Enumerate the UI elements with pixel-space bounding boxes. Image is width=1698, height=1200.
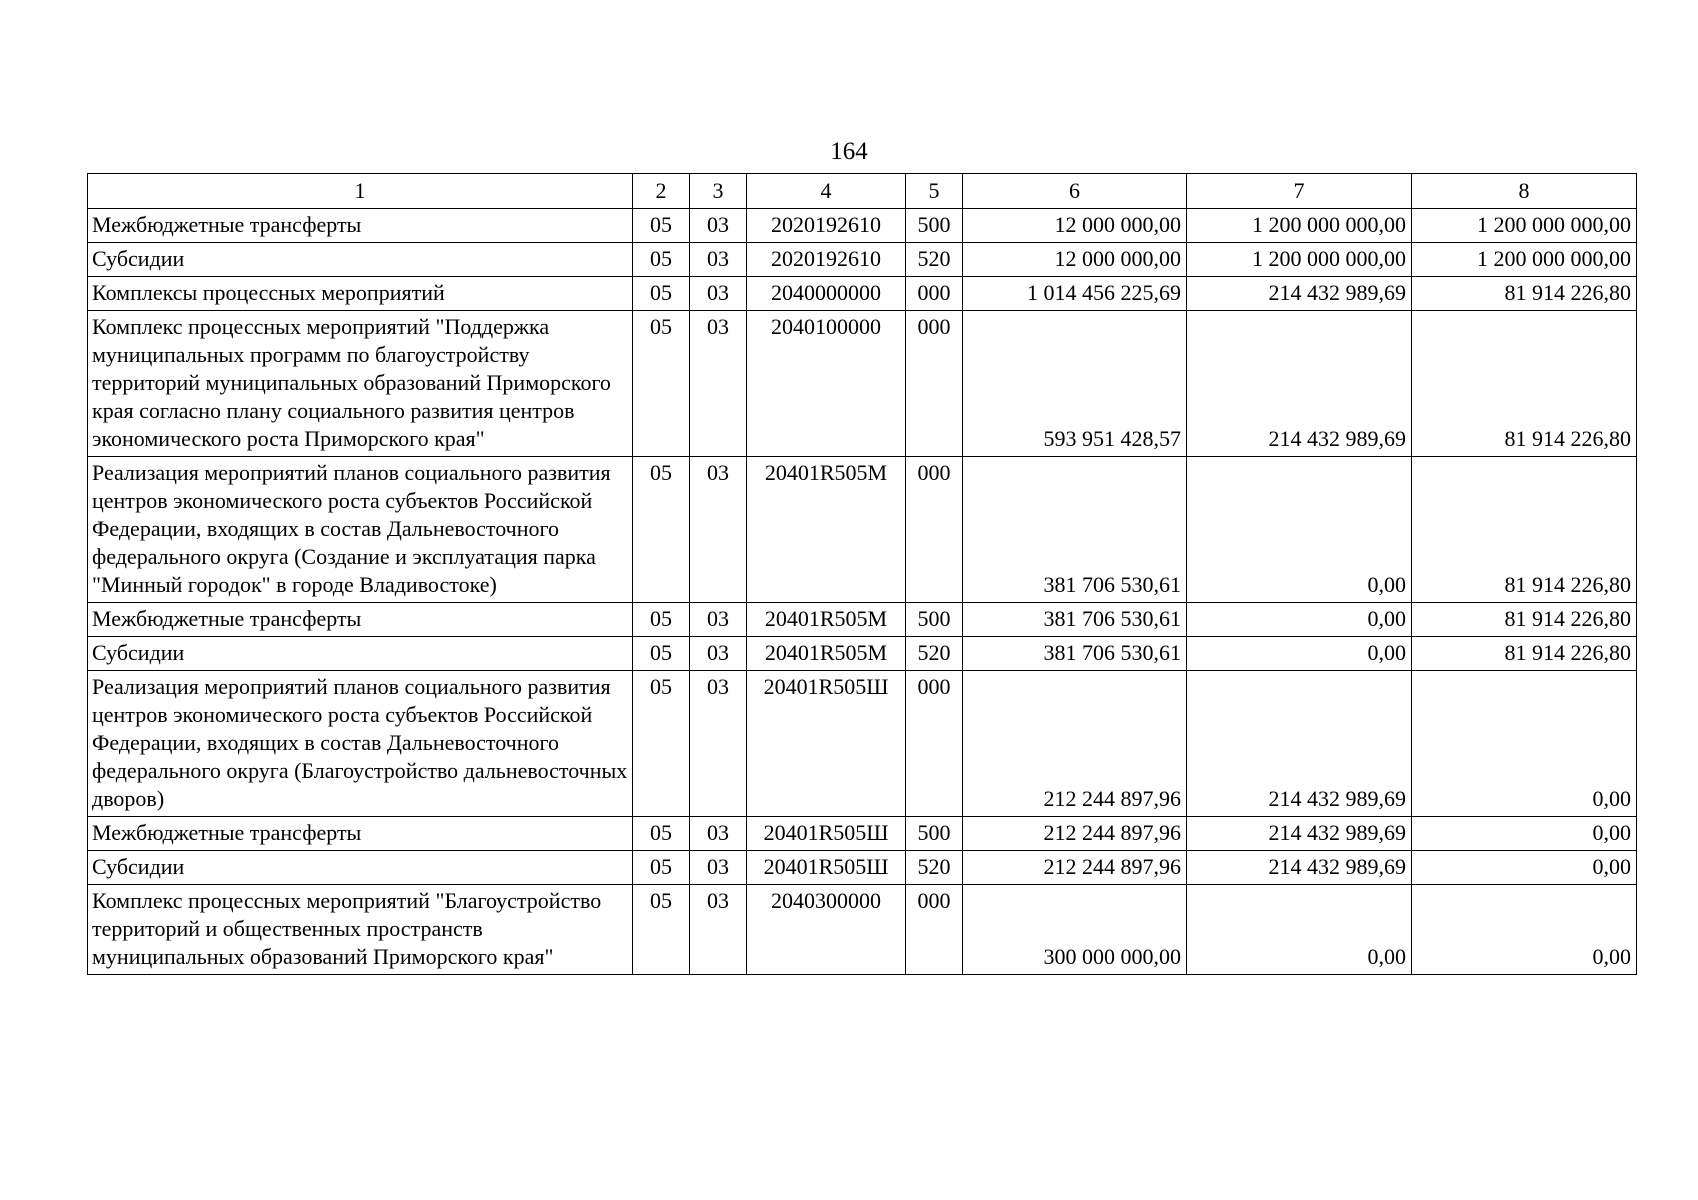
expense-type-cell: 000	[906, 311, 963, 457]
section-code-cell: 05	[633, 311, 690, 457]
amount-col7-cell: 214 432 989,69	[1187, 311, 1412, 457]
row-name-cell: Комплекс процессных мероприятий "Поддержка муниципальных программ по благоустройству территорий муниципальных образований Приморского края согласно плану социального развития центров экономического роста Приморского края"	[88, 311, 633, 457]
row-name-cell: Комплексы процессных мероприятий	[88, 277, 633, 311]
subsection-code-cell: 03	[690, 243, 747, 277]
header-cell: 7	[1187, 174, 1412, 209]
section-code-cell: 05	[633, 603, 690, 637]
amount-col6-cell: 381 706 530,61	[963, 457, 1187, 603]
row-name-cell: Межбюджетные трансферты	[88, 603, 633, 637]
expense-type-cell: 000	[906, 885, 963, 975]
section-code-cell: 05	[633, 817, 690, 851]
header-cell: 2	[633, 174, 690, 209]
amount-col8-cell: 0,00	[1412, 671, 1637, 817]
expense-type-cell: 000	[906, 671, 963, 817]
subsection-code-cell: 03	[690, 603, 747, 637]
header-cell: 5	[906, 174, 963, 209]
table-row	[88, 885, 1637, 975]
target-article-cell: 20401R505Ш	[747, 671, 906, 817]
target-article-cell: 2040300000	[747, 885, 906, 975]
amount-col6-cell: 12 000 000,00	[963, 209, 1187, 243]
expense-type-cell: 000	[906, 277, 963, 311]
subsection-code-cell: 03	[690, 311, 747, 457]
table-row	[88, 637, 1637, 671]
budget-table	[87, 173, 1637, 975]
table-row	[88, 671, 1637, 817]
table-row	[88, 311, 1637, 457]
amount-col7-cell: 0,00	[1187, 457, 1412, 603]
table-row	[88, 603, 1637, 637]
amount-col8-cell: 81 914 226,80	[1412, 457, 1637, 603]
header-cell: 8	[1412, 174, 1637, 209]
amount-col8-cell: 0,00	[1412, 885, 1637, 975]
amount-col7-cell: 0,00	[1187, 603, 1412, 637]
page-number: 164	[830, 138, 868, 165]
amount-col6-cell: 381 706 530,61	[963, 637, 1187, 671]
subsection-code-cell: 03	[690, 209, 747, 243]
amount-col6-cell: 593 951 428,57	[963, 311, 1187, 457]
table-row	[88, 817, 1637, 851]
subsection-code-cell: 03	[690, 817, 747, 851]
table-row	[88, 851, 1637, 885]
amount-col6-cell: 212 244 897,96	[963, 671, 1187, 817]
amount-col8-cell: 81 914 226,80	[1412, 637, 1637, 671]
section-code-cell: 05	[633, 243, 690, 277]
expense-type-cell: 500	[906, 603, 963, 637]
subsection-code-cell: 03	[690, 671, 747, 817]
expense-type-cell: 500	[906, 817, 963, 851]
section-code-cell: 05	[633, 851, 690, 885]
row-name-cell: Реализация мероприятий планов социального развития центров экономического роста субъектов Российской Федерации, входящих в состав Дальневосточного федерального округа (Создание и эксплуатация парка "Минный городок" в городе Владивостоке)	[88, 457, 633, 603]
amount-col7-cell: 1 200 000 000,00	[1187, 209, 1412, 243]
target-article-cell: 2020192610	[747, 209, 906, 243]
row-name-cell: Межбюджетные трансферты	[88, 817, 633, 851]
subsection-code-cell: 03	[690, 457, 747, 603]
amount-col8-cell: 0,00	[1412, 817, 1637, 851]
target-article-cell: 20401R505Ш	[747, 851, 906, 885]
target-article-cell: 2040000000	[747, 277, 906, 311]
table-header-row	[88, 174, 1637, 209]
expense-type-cell: 000	[906, 457, 963, 603]
target-article-cell: 2020192610	[747, 243, 906, 277]
amount-col7-cell: 214 432 989,69	[1187, 671, 1412, 817]
target-article-cell: 20401R505Ш	[747, 817, 906, 851]
table-row	[88, 243, 1637, 277]
expense-type-cell: 520	[906, 243, 963, 277]
amount-col6-cell: 381 706 530,61	[963, 603, 1187, 637]
section-code-cell: 05	[633, 457, 690, 603]
expense-type-cell: 520	[906, 851, 963, 885]
target-article-cell: 20401R505M	[747, 457, 906, 603]
section-code-cell: 05	[633, 637, 690, 671]
amount-col8-cell: 81 914 226,80	[1412, 277, 1637, 311]
amount-col8-cell: 0,00	[1412, 851, 1637, 885]
amount-col7-cell: 214 432 989,69	[1187, 851, 1412, 885]
subsection-code-cell: 03	[690, 851, 747, 885]
section-code-cell: 05	[633, 885, 690, 975]
header-cell: 6	[963, 174, 1187, 209]
amount-col7-cell: 214 432 989,69	[1187, 277, 1412, 311]
section-code-cell: 05	[633, 209, 690, 243]
table-row	[88, 457, 1637, 603]
target-article-cell: 20401R505M	[747, 603, 906, 637]
target-article-cell: 2040100000	[747, 311, 906, 457]
amount-col6-cell: 1 014 456 225,69	[963, 277, 1187, 311]
header-cell: 1	[88, 174, 633, 209]
subsection-code-cell: 03	[690, 885, 747, 975]
row-name-cell: Межбюджетные трансферты	[88, 209, 633, 243]
amount-col8-cell: 81 914 226,80	[1412, 311, 1637, 457]
subsection-code-cell: 03	[690, 277, 747, 311]
section-code-cell: 05	[633, 671, 690, 817]
amount-col6-cell: 212 244 897,96	[963, 817, 1187, 851]
amount-col6-cell: 300 000 000,00	[963, 885, 1187, 975]
section-code-cell: 05	[633, 277, 690, 311]
row-name-cell: Субсидии	[88, 851, 633, 885]
amount-col7-cell: 214 432 989,69	[1187, 817, 1412, 851]
amount-col7-cell: 1 200 000 000,00	[1187, 243, 1412, 277]
amount-col8-cell: 1 200 000 000,00	[1412, 243, 1637, 277]
header-cell: 4	[747, 174, 906, 209]
table-row	[88, 209, 1637, 243]
row-name-cell: Реализация мероприятий планов социального развития центров экономического роста субъектов Российской Федерации, входящих в состав Дальневосточного федерального округа (Благоустройство дальневосточных дворов)	[88, 671, 633, 817]
amount-col6-cell: 12 000 000,00	[963, 243, 1187, 277]
header-cell: 3	[690, 174, 747, 209]
row-name-cell: Субсидии	[88, 637, 633, 671]
table-row	[88, 277, 1637, 311]
target-article-cell: 20401R505M	[747, 637, 906, 671]
row-name-cell: Комплекс процессных мероприятий "Благоустройство территорий и общественных пространств муниципальных образований Приморского края"	[88, 885, 633, 975]
subsection-code-cell: 03	[690, 637, 747, 671]
amount-col7-cell: 0,00	[1187, 637, 1412, 671]
expense-type-cell: 520	[906, 637, 963, 671]
amount-col7-cell: 0,00	[1187, 885, 1412, 975]
expense-type-cell: 500	[906, 209, 963, 243]
amount-col8-cell: 1 200 000 000,00	[1412, 209, 1637, 243]
amount-col8-cell: 81 914 226,80	[1412, 603, 1637, 637]
row-name-cell: Субсидии	[88, 243, 633, 277]
amount-col6-cell: 212 244 897,96	[963, 851, 1187, 885]
